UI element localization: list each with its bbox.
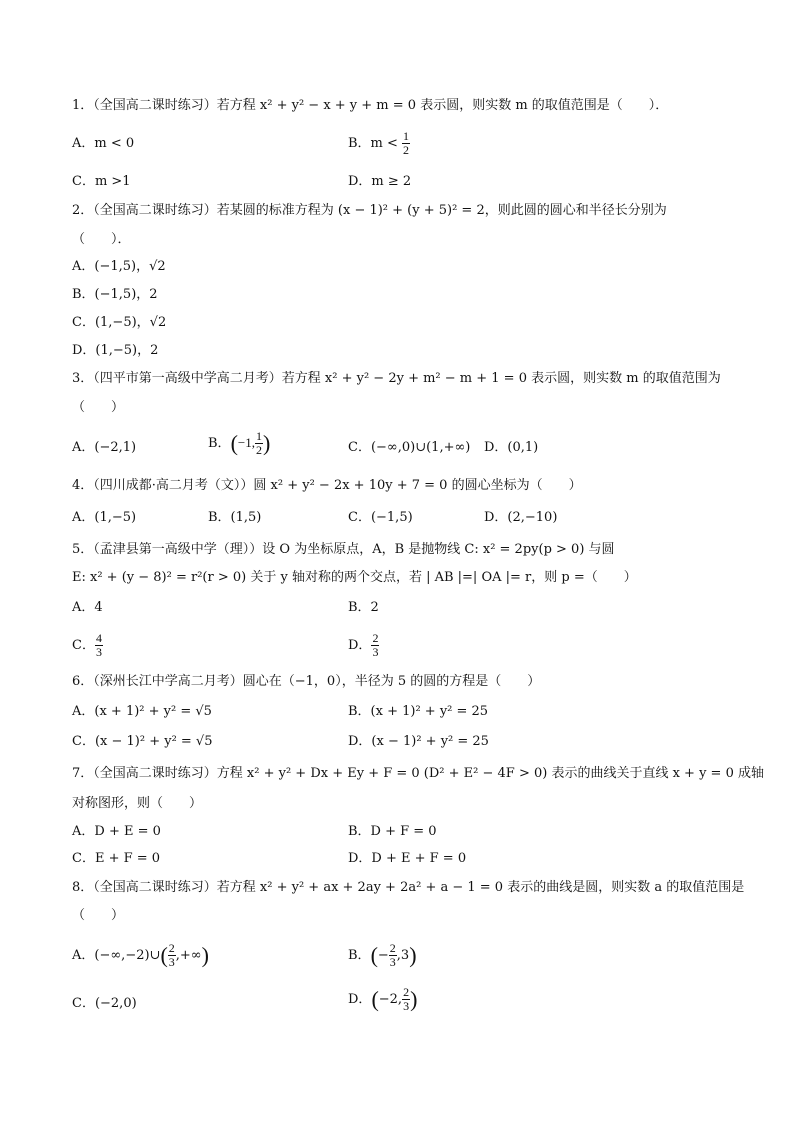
question-5-option-d <box>348 632 379 659</box>
fraction <box>389 942 397 969</box>
question-6-option-a: A．(x + 1)² + y² = √5 <box>72 704 212 719</box>
left-paren: ( <box>370 942 378 968</box>
fraction <box>95 632 103 659</box>
question-8-stem-cont: （ ） <box>72 908 125 923</box>
question-4-option-d: D．(2,−10) <box>484 510 558 525</box>
question-8-stem: 8．（全国高二课时练习）若方程 x² + y² + ax + 2ay + 2a² + a − 1 = 0 表示的曲线是圆，则实数 a 的取值范围是 <box>72 880 745 895</box>
question-4-option-b: B．(1,5) <box>208 510 262 525</box>
option-b-label: B． <box>348 948 371 963</box>
right-paren: ) <box>410 986 418 1012</box>
fraction <box>168 942 176 969</box>
question-1-option-c: C．m >1 <box>72 174 131 189</box>
question-7-option-b: B．D + F = 0 <box>348 824 437 839</box>
question-1-option-a: A．m < 0 <box>72 136 135 151</box>
question-2-option-a: A．(−1,5)，√2 <box>72 259 166 274</box>
question-1-stem: 1．（全国高二课时练习）若方程 x² + y² − x + y + m = 0 表示圆，则实数 m 的取值范围是（ ）． <box>72 98 669 113</box>
fraction-numerator: 2 <box>168 941 175 955</box>
right-paren: ) <box>262 430 271 456</box>
question-7-stem: 7．（全国高二课时练习）方程 x² + y² + Dx + Ey + F = 0 (D² + E² − 4F > 0) 表示的曲线关于直线 x + y = 0 成轴 <box>72 766 764 781</box>
question-3-option-a: A．(−2,1) <box>72 440 137 455</box>
fraction <box>371 632 379 659</box>
question-3-option-b <box>208 430 270 457</box>
question-3-stem: 3．（四平市第一高级中学高二月考）若方程 x² + y² − 2y + m² − m + 1 = 0 表示圆，则实数 m 的取值范围为 <box>72 371 721 386</box>
question-8-option-b <box>348 942 417 969</box>
fraction <box>402 986 410 1013</box>
fraction-numerator: 4 <box>95 631 102 645</box>
question-2-option-b: B．(−1,5)，2 <box>72 287 158 302</box>
question-6-option-b: B．(x + 1)² + y² = 25 <box>348 704 489 719</box>
fraction-numerator: 2 <box>389 941 396 955</box>
left-paren: ( <box>371 986 379 1012</box>
fraction-numerator: 1 <box>255 429 262 443</box>
question-4-option-c: C．(−1,5) <box>348 510 413 525</box>
left-paren: ( <box>160 942 168 968</box>
option-b-label: B．m < <box>348 136 398 151</box>
option-d-label: D． <box>348 992 372 1007</box>
question-7-option-c: C．E + F = 0 <box>72 851 161 866</box>
question-2-option-d: D．(1,−5)，2 <box>72 343 159 358</box>
question-5-option-a: A．4 <box>72 600 103 615</box>
question-8-option-c: C．(−2,0) <box>72 996 137 1011</box>
question-2-stem-cont: （ ）． <box>72 232 131 247</box>
question-3-option-c: C．(−∞,0)∪(1,+∞) <box>348 440 471 455</box>
right-paren: ) <box>409 942 417 968</box>
question-6-option-d: D．(x − 1)² + y² = 25 <box>348 734 489 749</box>
fraction-denominator: 3 <box>403 999 410 1013</box>
question-2-stem: 2．（全国高二课时练习）若某圆的标准方程为 (x − 1)² + (y + 5)² = 2，则此圆的圆心和半径长分别为 <box>72 203 667 218</box>
fraction-denominator: 2 <box>403 143 410 157</box>
fraction-denominator: 3 <box>372 645 379 659</box>
option-d-label: D． <box>348 638 372 653</box>
interval-start: −1, <box>237 435 255 450</box>
question-5-option-b: B．2 <box>348 600 379 615</box>
question-2-option-c: C．(1,−5)，√2 <box>72 315 167 330</box>
option-a-label: A．(−∞,−2)∪ <box>72 948 161 963</box>
fraction-numerator: 2 <box>372 631 379 645</box>
question-1-option-d: D．m ≥ 2 <box>348 174 412 189</box>
question-8-option-d <box>348 986 417 1013</box>
fraction-denominator: 3 <box>389 955 396 969</box>
question-4-stem: 4．（四川成都·高二月考（文））圆 x² + y² − 2x + 10y + 7 = 0 的圆心坐标为（ ） <box>72 478 582 493</box>
option-c-label: C． <box>72 638 95 653</box>
question-5-option-c <box>72 632 103 659</box>
fraction-numerator: 1 <box>403 129 410 143</box>
question-3-option-d: D．(0,1) <box>484 440 539 455</box>
interval-end: ,3 <box>396 948 410 963</box>
question-6-stem: 6．（深州长江中学高二月考）圆心在（−1，0），半径为 5 的圆的方程是（ ） <box>72 674 541 689</box>
fraction-numerator: 2 <box>403 985 410 999</box>
question-7-stem-cont: 对称图形，则（ ） <box>72 796 203 811</box>
fraction-denominator: 3 <box>168 955 175 969</box>
minus-sign: − <box>377 948 389 963</box>
fraction <box>255 430 263 457</box>
interval-end: ,+∞ <box>175 948 202 963</box>
fraction-denominator: 2 <box>255 443 262 457</box>
question-7-option-d: D．D + E + F = 0 <box>348 851 467 866</box>
question-7-option-a: A．D + E = 0 <box>72 824 161 839</box>
question-3-stem-cont: （ ） <box>72 400 125 415</box>
fraction <box>402 130 410 157</box>
question-8-option-a <box>72 942 209 969</box>
right-paren: ) <box>201 942 209 968</box>
fraction-denominator: 3 <box>95 645 102 659</box>
left-paren: ( <box>230 430 238 456</box>
interval-start: −2, <box>378 992 403 1007</box>
option-b-label: B． <box>208 436 231 451</box>
question-6-option-c: C．(x − 1)² + y² = √5 <box>72 734 213 749</box>
question-5-stem: 5．（孟津县第一高级中学（理））设 O 为坐标原点，A，B 是抛物线 C: x² = 2py(p > 0) 与圆 <box>72 542 615 557</box>
question-5-stem-cont: E: x² + (y − 8)² = r²(r > 0) 关于 y 轴对称的两个交点，若 | AB |=| OA |= r，则 p =（ ） <box>72 570 637 585</box>
question-1-option-b <box>348 130 410 157</box>
question-4-option-a: A．(1,−5) <box>72 510 137 525</box>
